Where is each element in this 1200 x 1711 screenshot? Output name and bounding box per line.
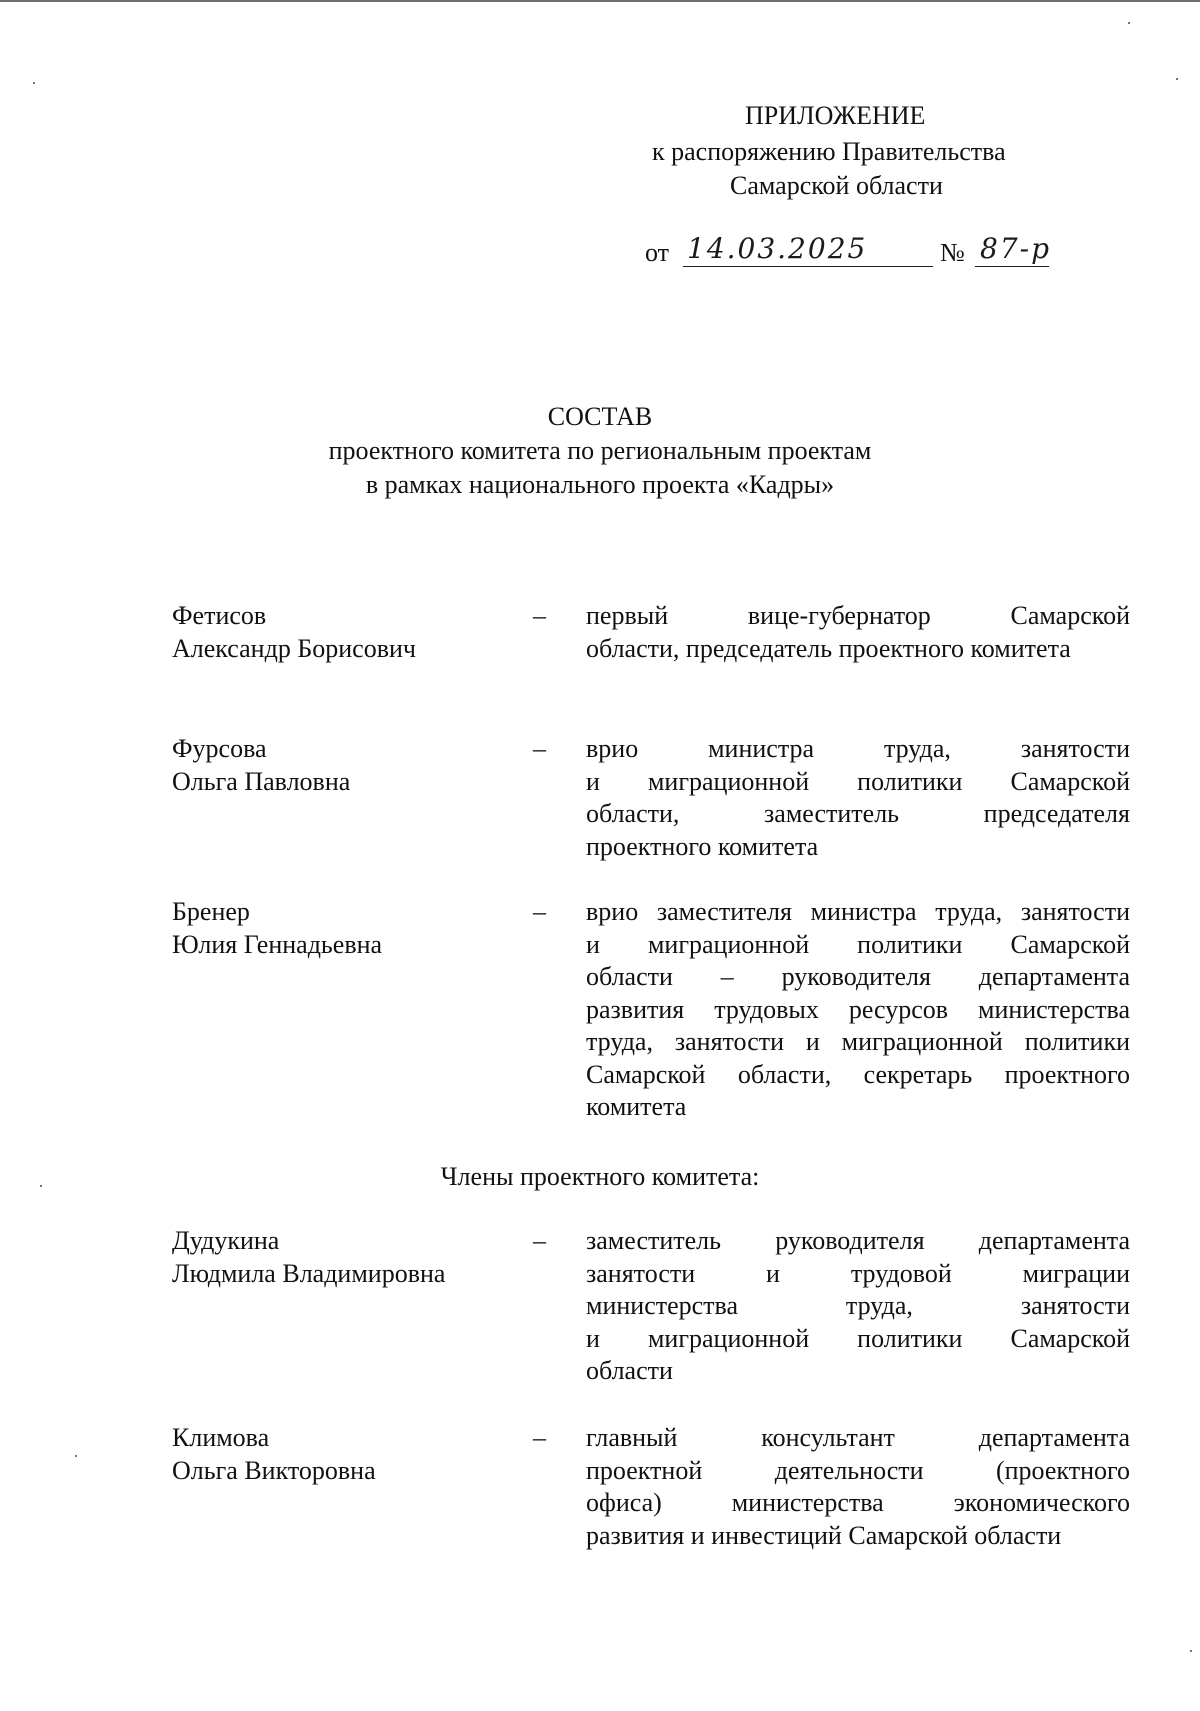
role-line: труда, занятости и миграционной политики <box>586 1027 1130 1056</box>
member-surname: Дудукина <box>172 1226 280 1255</box>
member-given-names: Ольга Викторовна <box>172 1455 376 1485</box>
role-line: развития и инвестиций Самарской области <box>586 1520 1062 1550</box>
member-role <box>586 600 1130 665</box>
date-underline <box>683 266 933 267</box>
role-line: врио заместителя министра труда, занятости <box>586 897 1130 926</box>
scan-speck <box>1176 78 1178 80</box>
appendix-title: ПРИЛОЖЕНИЕ <box>745 101 926 130</box>
member-name <box>172 896 382 961</box>
role-line: первый вице-губернатор Самарской <box>586 601 1130 630</box>
number-prefix: № <box>940 238 965 267</box>
member-role <box>586 1422 1130 1552</box>
member-surname: Фетисов <box>172 601 267 630</box>
role-line: офиса) министерства экономического <box>586 1488 1130 1517</box>
role-line: и миграционной политики Самарской <box>586 929 1130 959</box>
separator-dash: – <box>533 601 546 630</box>
document-title: СОСТАВ <box>547 402 653 431</box>
number-underline <box>975 266 1049 267</box>
scan-speck <box>33 82 35 84</box>
member-surname: Климова <box>172 1423 270 1452</box>
role-line: области, заместитель председателя <box>586 799 1130 828</box>
member-given-names: Ольга Павловна <box>172 766 351 796</box>
role-line: области, председатель проектного комитета <box>586 633 1071 663</box>
separator-dash: – <box>533 897 546 926</box>
member-name <box>172 733 350 798</box>
role-line: проектной деятельности (проектного <box>586 1455 1130 1485</box>
role-line: и миграционной политики Самарской <box>586 1323 1130 1353</box>
scan-speck <box>75 1455 77 1457</box>
separator-dash: – <box>533 1226 546 1255</box>
role-line: комитета <box>586 1092 687 1121</box>
role-line: области – руководителя департамента <box>586 962 1130 991</box>
role-line: министерства труда, занятости <box>586 1291 1130 1320</box>
date-prefix: от <box>645 238 670 267</box>
member-given-names: Юлия Геннадьевна <box>172 929 383 959</box>
role-line: главный консультант департамента <box>586 1423 1130 1452</box>
separator-dash: – <box>533 734 546 763</box>
member-role <box>586 733 1130 863</box>
role-line: области <box>586 1356 673 1385</box>
member-role <box>586 896 1130 1124</box>
role-line: занятости и трудовой миграции <box>586 1258 1130 1288</box>
member-name <box>172 1422 376 1487</box>
member-surname: Бренер <box>172 897 250 926</box>
member-given-names: Александр Борисович <box>172 633 416 663</box>
role-line: Самарской области, секретарь проектного <box>586 1059 1130 1089</box>
role-line: и миграционной политики Самарской <box>586 766 1130 796</box>
role-line: врио министра труда, занятости <box>586 734 1130 763</box>
handwritten-date: 14.03.2025 <box>687 232 868 265</box>
role-line: проектного комитета <box>586 831 819 861</box>
members-heading: Члены проектного комитета: <box>440 1162 760 1191</box>
document-subtitle-line1: проектного комитета по региональным проектам <box>328 436 872 465</box>
role-line: развития трудовых ресурсов министерства <box>586 994 1130 1024</box>
member-surname: Фурсова <box>172 734 267 763</box>
appendix-subtitle: к распоряжению Правительства <box>652 137 1006 166</box>
member-name <box>172 1225 445 1290</box>
handwritten-number: 87-р <box>980 232 1052 265</box>
member-name <box>172 600 416 665</box>
scan-speck <box>1190 1650 1192 1652</box>
member-role <box>586 1225 1130 1388</box>
appendix-region: Самарской области <box>730 171 943 200</box>
scan-top-edge <box>0 0 1200 2</box>
scan-speck <box>1128 22 1130 24</box>
member-given-names: Людмила Владимировна <box>172 1258 446 1288</box>
role-line: заместитель руководителя департамента <box>586 1226 1130 1255</box>
document-subtitle-line2: в рамках национального проекта «Кадры» <box>365 470 835 499</box>
separator-dash: – <box>533 1423 546 1452</box>
